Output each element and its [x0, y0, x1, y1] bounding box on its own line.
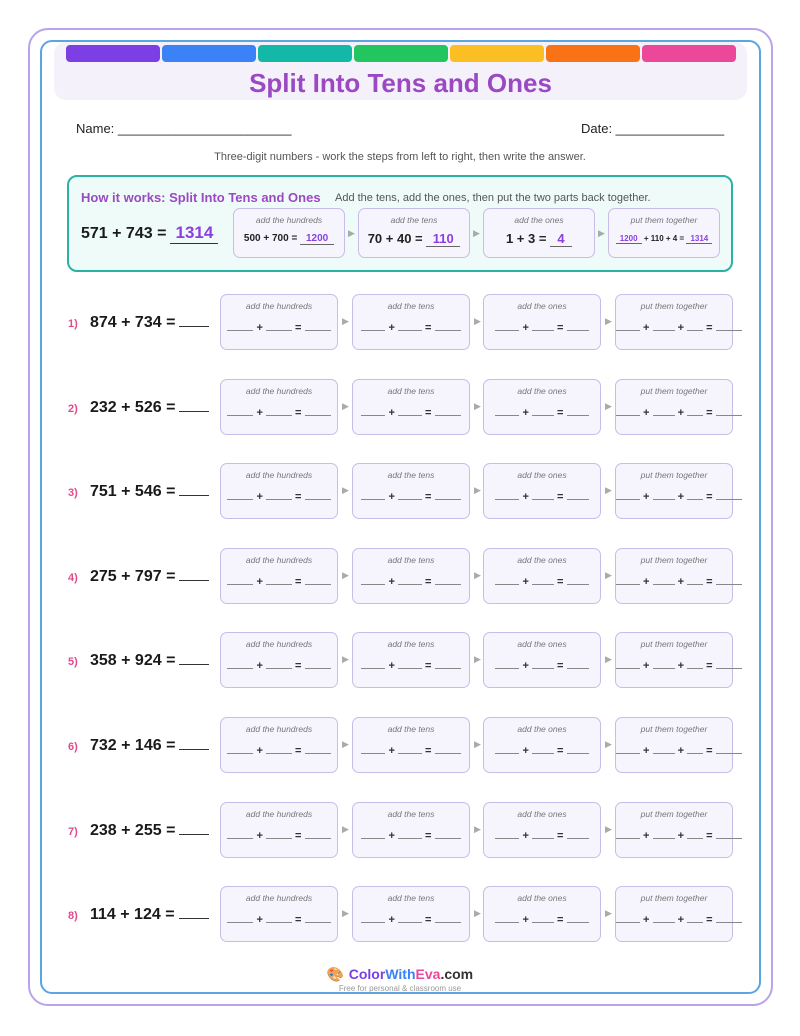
problem-text: 358 + 924 =	[90, 652, 176, 670]
answer-blank[interactable]	[179, 411, 209, 412]
arrow-icon: ▶	[474, 485, 481, 496]
step-label: add the ones	[517, 639, 567, 650]
arrow-icon: ▶	[598, 228, 605, 238]
step-blanks[interactable]: + + =	[616, 406, 732, 419]
problem-number: 1)	[68, 318, 78, 330]
arrow-icon: ▶	[348, 228, 355, 238]
date-field[interactable]: Date: _______________	[581, 121, 725, 136]
arrow-icon: ▶	[474, 569, 481, 580]
problem-number: 4)	[68, 571, 78, 584]
step-box[interactable]	[615, 632, 733, 688]
answer-blank[interactable]	[179, 326, 209, 327]
problem-number: 2)	[68, 402, 78, 415]
problem-text: 232 + 526 =	[90, 398, 176, 416]
problem-equation	[90, 483, 209, 501]
step-blanks[interactable]: + + =	[616, 321, 732, 334]
step-equation	[484, 231, 594, 247]
step-box[interactable]	[352, 886, 470, 942]
step-label: add the tens	[387, 301, 435, 311]
step-value: 4	[550, 231, 572, 247]
problem-equation	[90, 737, 209, 755]
step-box[interactable]	[615, 717, 733, 773]
arrow-icon: ▶	[605, 316, 612, 326]
step-blanks[interactable]: + =	[484, 744, 600, 757]
step-box[interactable]	[220, 294, 338, 350]
arrow-icon: ▶	[474, 823, 481, 834]
problem-number: 6)	[68, 741, 78, 753]
footer-logo	[0, 966, 800, 984]
step-blanks[interactable]: + =	[221, 744, 337, 757]
color-stripe	[546, 45, 640, 62]
step-label: add the hundreds	[245, 470, 313, 481]
problem-text: 732 + 146 =	[90, 737, 176, 754]
color-stripes	[66, 45, 736, 62]
problem-equation	[90, 314, 209, 332]
step-label: add the hundreds	[245, 301, 313, 311]
step-box[interactable]	[352, 294, 470, 350]
step-label: put them together	[640, 554, 708, 565]
step-box[interactable]	[352, 379, 470, 435]
step-box[interactable]	[483, 886, 601, 942]
step-blanks[interactable]: + =	[221, 913, 337, 926]
step-label: add the ones	[514, 215, 564, 225]
step-equation	[234, 233, 344, 245]
answer-blank[interactable]	[179, 918, 209, 919]
step-blanks[interactable]: + =	[353, 575, 469, 588]
step-blanks[interactable]: + =	[484, 490, 600, 503]
arrow-icon: ▶	[342, 485, 349, 496]
footer-subtitle: Free for personal & classroom use	[338, 984, 462, 993]
step-value: 1314	[686, 234, 712, 244]
arrow-icon: ▶	[342, 654, 349, 665]
step-label: put them together	[640, 724, 708, 734]
step-blanks[interactable]: + + =	[616, 829, 732, 842]
step-equation-left: + 110 + 4 =	[643, 234, 685, 243]
answer-blank[interactable]	[179, 495, 209, 496]
step-box[interactable]	[352, 548, 470, 604]
arrow-icon: ▶	[474, 654, 481, 665]
step-box[interactable]	[220, 463, 338, 519]
arrow-icon: ▶	[605, 569, 612, 580]
step-label: put them together	[630, 215, 698, 225]
step-blanks[interactable]: + + =	[616, 659, 732, 672]
step-blanks[interactable]: + =	[484, 406, 600, 419]
step-label: add the tens	[387, 470, 435, 481]
example-heading: How it works: Split Into Tens and Ones	[81, 190, 321, 205]
step-box[interactable]	[615, 886, 733, 942]
arrow-icon: ▶	[342, 823, 349, 834]
step-equation	[359, 231, 469, 247]
step-box[interactable]	[352, 632, 470, 688]
instructions-text: Three-digit numbers - work the steps from left to right, then write the answer.	[214, 151, 586, 163]
step-label: put them together	[640, 385, 708, 396]
step-label: add the hundreds	[245, 385, 313, 396]
step-blanks[interactable]: + =	[484, 913, 600, 926]
step-label: add the hundreds	[245, 554, 313, 565]
name-field[interactable]: Name: ________________________	[76, 121, 292, 136]
step-box[interactable]	[220, 632, 338, 688]
step-blanks[interactable]: + =	[353, 490, 469, 503]
color-stripe	[258, 45, 352, 62]
color-stripe	[354, 45, 448, 62]
step-blanks[interactable]: + =	[353, 659, 469, 672]
step-box[interactable]	[483, 632, 601, 688]
step-box[interactable]	[352, 717, 470, 773]
problem-equation	[90, 568, 209, 586]
problem-text: 874 + 734 =	[90, 314, 176, 331]
palette-icon: 🎨	[326, 966, 345, 982]
brand-com: .com	[440, 966, 474, 982]
step-box[interactable]	[483, 294, 601, 350]
step-blanks[interactable]: + =	[484, 829, 600, 842]
arrow-icon: ▶	[474, 908, 481, 919]
example-answer: 1314	[170, 223, 218, 244]
step-label: put them together	[640, 470, 708, 481]
problem-equation	[90, 906, 209, 924]
step-box[interactable]	[352, 463, 470, 519]
problem-equation	[90, 399, 209, 417]
step-label: add the tens	[387, 554, 435, 565]
step-box[interactable]	[615, 379, 733, 435]
step-box[interactable]	[220, 802, 338, 858]
step-blanks[interactable]: + =	[221, 575, 337, 588]
step-blanks[interactable]: + =	[221, 659, 337, 672]
arrow-icon: ▶	[474, 400, 481, 411]
problem-number: 3)	[68, 487, 78, 500]
step-label: add the hundreds	[245, 808, 313, 819]
problem-text: 751 + 546 =	[90, 483, 176, 501]
step-label: add the tens	[387, 385, 435, 396]
step-box[interactable]	[483, 717, 601, 773]
step-equation	[609, 234, 719, 244]
example-step-hundreds	[233, 208, 345, 258]
step-label: add the tens	[387, 724, 435, 734]
step-blanks[interactable]: + =	[221, 490, 337, 503]
step-label: add the hundreds	[245, 639, 313, 650]
step-blanks[interactable]: + + =	[616, 913, 732, 926]
problem-number: 7)	[68, 825, 78, 838]
step-blanks[interactable]: + =	[353, 913, 469, 926]
step-blanks[interactable]: + =	[221, 321, 337, 334]
answer-blank[interactable]	[179, 834, 209, 835]
step-label: add the ones	[517, 470, 567, 481]
problem-equation	[90, 652, 209, 670]
step-blanks[interactable]: + =	[221, 829, 337, 842]
example-step-ones	[483, 208, 595, 258]
answer-blank[interactable]	[179, 749, 209, 750]
arrow-icon: ▶	[474, 316, 481, 326]
step-label: add the tens	[387, 808, 435, 819]
problem-equation	[90, 822, 209, 840]
arrow-icon: ▶	[342, 400, 349, 411]
step-label: add the ones	[517, 724, 567, 734]
color-stripe	[162, 45, 256, 62]
step-box[interactable]	[220, 886, 338, 942]
step-label: add the ones	[517, 301, 567, 311]
problem-number: 5)	[68, 656, 78, 669]
step-value: 1200	[300, 233, 334, 245]
step-value: 110	[426, 231, 460, 247]
step-label: add the tens	[390, 215, 438, 225]
step-box[interactable]	[615, 548, 733, 604]
step-label: add the tens	[387, 893, 435, 904]
step-blanks[interactable]: + =	[353, 829, 469, 842]
step-blanks[interactable]: + =	[221, 406, 337, 419]
arrow-icon: ▶	[605, 400, 612, 411]
step-blanks[interactable]: + =	[484, 321, 600, 334]
step-label: add the ones	[517, 554, 567, 565]
example-description: Add the tens, add the ones, then put the two parts back together.	[335, 192, 651, 204]
step-blanks[interactable]: + =	[353, 406, 469, 419]
step-box[interactable]	[483, 379, 601, 435]
footer-brand	[349, 966, 473, 982]
problem-text: 114 + 124 =	[90, 906, 175, 924]
step-equation-left: 70 + 40 =	[367, 231, 423, 246]
step-box[interactable]	[615, 802, 733, 858]
step-label: put them together	[640, 808, 708, 819]
arrow-icon: ▶	[605, 485, 612, 496]
answer-blank[interactable]	[179, 580, 209, 581]
step-label: add the ones	[517, 808, 567, 819]
step-label: add the ones	[517, 385, 567, 396]
step-label: add the hundreds	[245, 724, 313, 734]
page-title: Split Into Tens and Ones	[249, 68, 552, 98]
arrow-icon: ▶	[605, 823, 612, 834]
problem-text: 238 + 255 =	[90, 821, 176, 839]
step-blanks[interactable]: + + =	[616, 744, 732, 757]
step-value: 1200	[616, 234, 642, 244]
brand-with: With	[385, 966, 416, 982]
step-box[interactable]	[483, 802, 601, 858]
color-stripe	[66, 45, 160, 62]
brand-color: Color	[348, 966, 386, 982]
step-box[interactable]	[220, 717, 338, 773]
problem-text: 275 + 797 =	[90, 567, 176, 585]
arrow-icon: ▶	[605, 908, 612, 919]
arrow-icon: ▶	[605, 739, 612, 749]
example-step-tens	[358, 208, 470, 258]
arrow-icon: ▶	[342, 316, 349, 326]
step-blanks[interactable]: + + =	[616, 490, 732, 503]
step-label: add the tens	[387, 639, 435, 650]
example-step-together	[608, 208, 720, 258]
arrow-icon: ▶	[342, 908, 349, 919]
step-blanks[interactable]: + =	[484, 575, 600, 588]
arrow-icon: ▶	[342, 739, 349, 749]
step-box[interactable]	[615, 463, 733, 519]
arrow-icon: ▶	[605, 654, 612, 665]
answer-blank[interactable]	[179, 664, 209, 665]
step-box[interactable]	[615, 294, 733, 350]
arrow-icon: ▶	[473, 228, 480, 238]
step-label: add the ones	[517, 893, 567, 904]
example-problem	[81, 223, 218, 244]
arrow-icon: ▶	[474, 739, 481, 749]
step-box[interactable]	[483, 463, 601, 519]
step-label: put them together	[640, 893, 708, 904]
step-label: add the hundreds	[245, 893, 313, 904]
problem-number: 8)	[68, 910, 78, 923]
step-box[interactable]	[352, 802, 470, 858]
step-box[interactable]	[220, 379, 338, 435]
step-label: put them together	[640, 301, 708, 311]
color-stripe	[450, 45, 544, 62]
step-equation-left: 500 + 700 =	[243, 233, 298, 244]
step-label: put them together	[640, 639, 708, 650]
step-box[interactable]	[220, 548, 338, 604]
step-box[interactable]	[483, 548, 601, 604]
step-blanks[interactable]: + + =	[616, 575, 732, 588]
step-blanks[interactable]: + =	[353, 321, 469, 334]
brand-eva: Eva	[415, 966, 441, 982]
arrow-icon: ▶	[342, 569, 349, 580]
step-label: add the hundreds	[255, 215, 323, 225]
step-blanks[interactable]: + =	[484, 659, 600, 672]
step-blanks[interactable]: + =	[353, 744, 469, 757]
step-equation-left: 1 + 3 =	[505, 231, 547, 246]
example-problem-text: 571 + 743 =	[81, 225, 167, 242]
color-stripe	[642, 45, 736, 62]
